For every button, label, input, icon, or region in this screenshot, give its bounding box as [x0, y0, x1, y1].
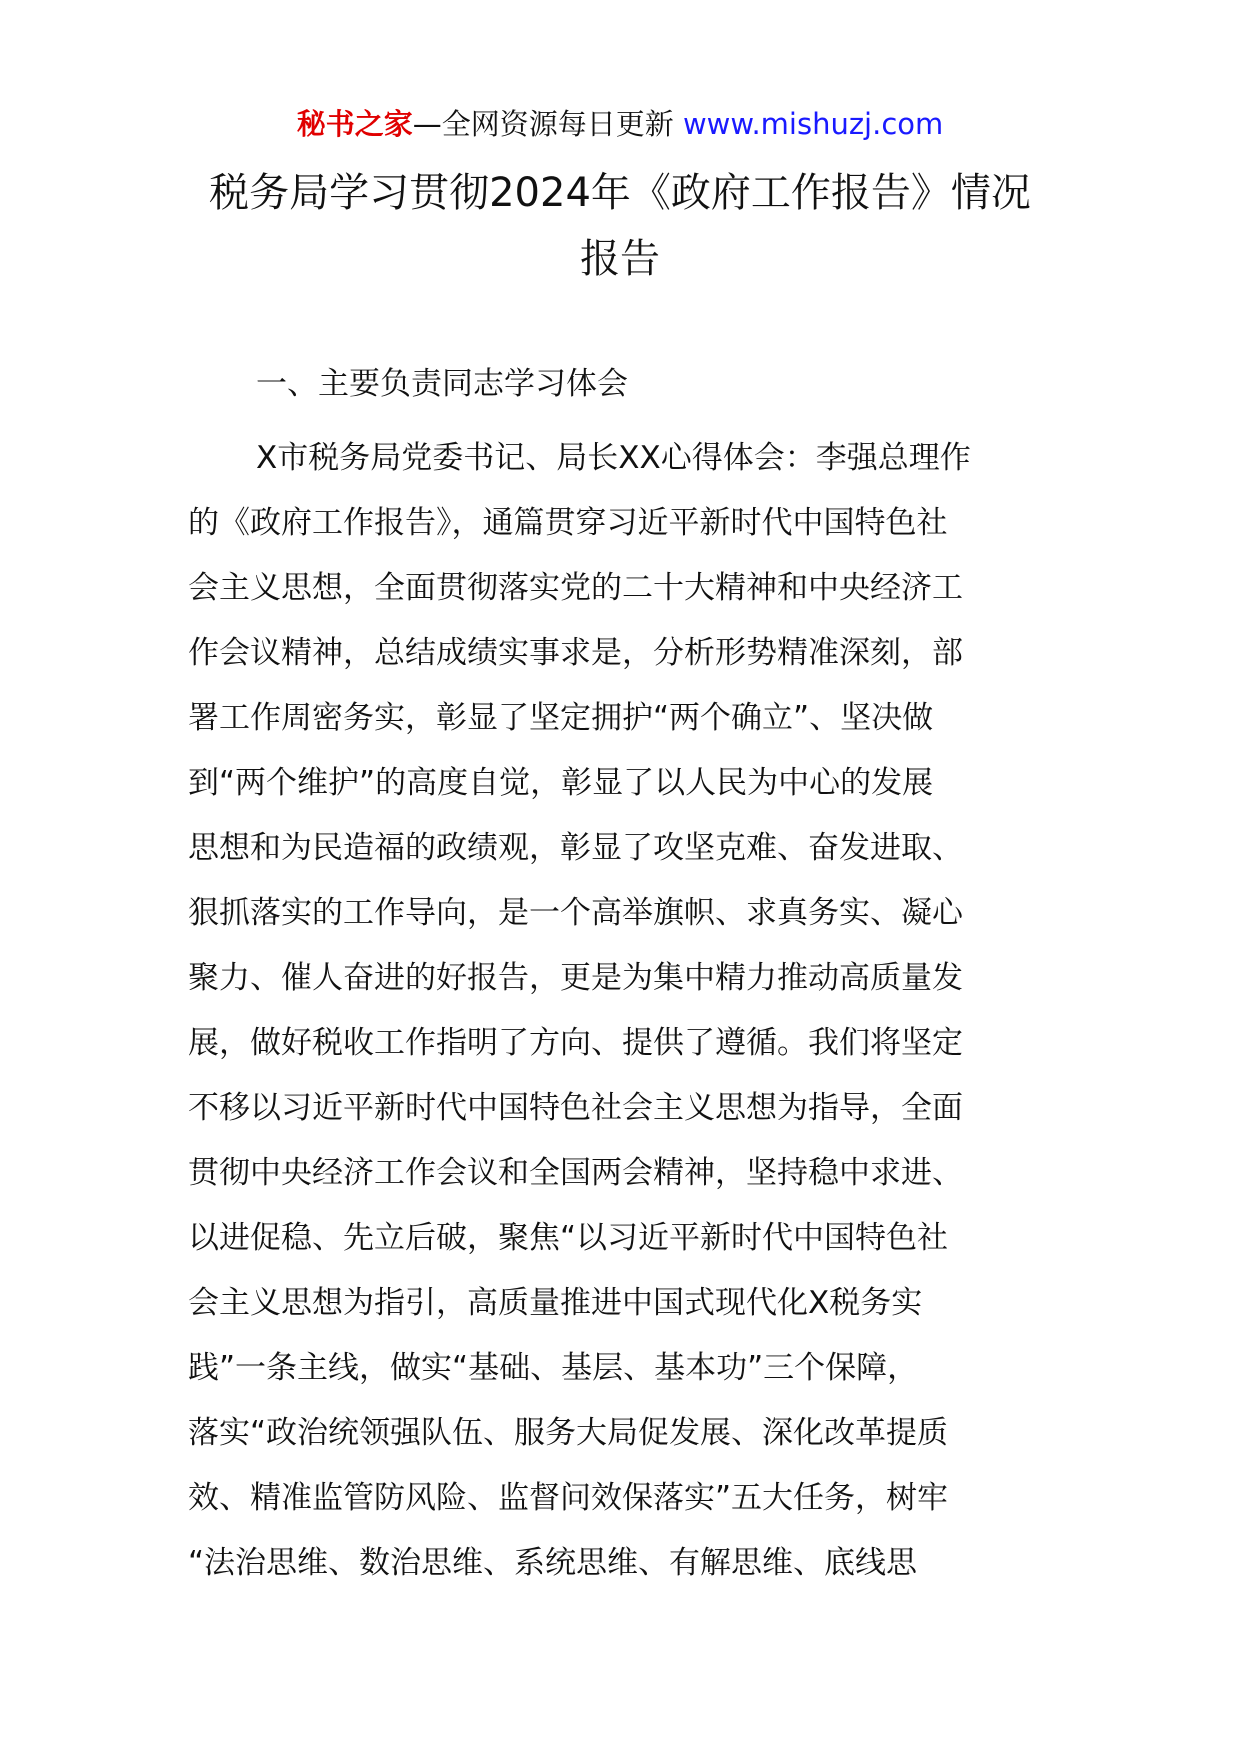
site-header	[0, 100, 1240, 148]
body-line: 效、精准监管防风险、监督问效保落实”五大任务，树牢	[188, 1480, 949, 1516]
body-line: 践”一条主线，做实“基础、基层、基本功”三个保障，	[188, 1350, 919, 1386]
body-line: 聚力、催人奋进的好报告，更是为集中精力推动高质量发	[188, 960, 963, 996]
document-title	[150, 160, 1090, 292]
body-line: 会主义思想，全面贯彻落实党的二十大精神和中央经济工	[188, 570, 963, 606]
body-line: 展，做好税收工作指明了方向、提供了遵循。我们将坚定	[188, 1025, 963, 1061]
body-line: X市税务局党委书记、局长XX心得体会：李强总理作	[256, 440, 971, 476]
body-paragraph	[188, 426, 1058, 1596]
site-tagline: —全网资源每日更新	[412, 107, 674, 141]
body-line: 不移以习近平新时代中国特色社会主义思想为指导，全面	[188, 1090, 963, 1126]
body-line: “法治思维、数治思维、系统思维、有解思维、底线思	[188, 1545, 918, 1581]
document-title-line-1: 税务局学习贯彻2024年《政府工作报告》情况	[209, 170, 1031, 216]
body-line: 署工作周密务实，彰显了坚定拥护“两个确立”、坚决做	[188, 700, 934, 736]
body-line: 狠抓落实的工作导向，是一个高举旗帜、求真务实、凝心	[188, 895, 963, 931]
body-line: 作会议精神，总结成绩实事求是，分析形势精准深刻，部	[188, 635, 963, 671]
body-line: 思想和为民造福的政绩观，彰显了攻坚克难、奋发进取、	[188, 830, 963, 866]
site-name: 秘书之家	[296, 107, 413, 141]
body-line: 落实“政治统领强队伍、服务大局促发展、深化改革提质	[188, 1415, 949, 1451]
body-line: 的《政府工作报告》，通篇贯穿习近平新时代中国特色社	[188, 505, 948, 541]
document-title-line-2: 报告	[580, 236, 660, 282]
body-line: 贯彻中央经济工作会议和全国两会精神，坚持稳中求进、	[188, 1155, 963, 1191]
body-line: 以进促稳、先立后破，聚焦“以习近平新时代中国特色社	[188, 1220, 949, 1256]
site-url-link[interactable]: www.mishuzj.com	[682, 107, 944, 141]
section-heading: 一、主要负责同志学习体会	[256, 366, 628, 402]
body-line: 到“两个维护”的高度自觉，彰显了以人民为中心的发展	[188, 765, 934, 801]
body-line: 会主义思想为指引，高质量推进中国式现代化X税务实	[188, 1285, 923, 1321]
